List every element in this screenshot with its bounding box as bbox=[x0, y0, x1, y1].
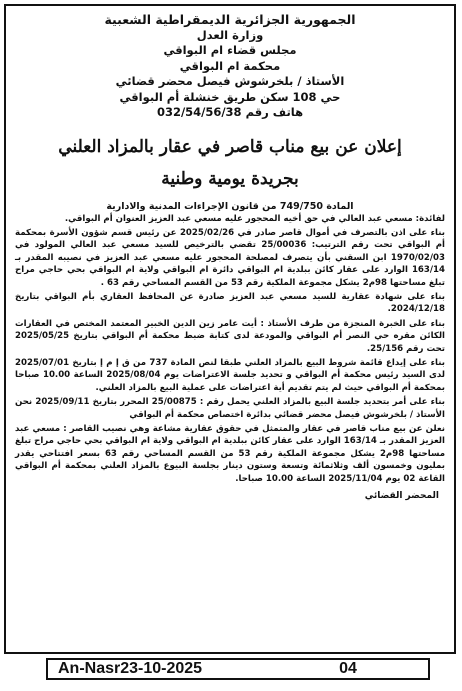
footer-date: An-Nasr23-10-2025 bbox=[58, 660, 203, 677]
paragraph-order: بناء على أمر بتحديد جلسة البيع بالمزاد العلني يحمل رقم : 25/00875 المحرر بتاريخ 2025/09/11 نحن الأستاذ / بلخرشوش فيصل محضر قضائي بدائرة اختصاص محكمة أم البواقي bbox=[15, 397, 445, 420]
legal-article: المادة 749/750 من قانون الإجراءات المدنية والادارية bbox=[106, 200, 354, 212]
newspaper-footer bbox=[46, 658, 430, 680]
republic-header: الجمهورية الجزائرية الديمقراطية الشعبية bbox=[104, 12, 356, 27]
announcement-page bbox=[4, 4, 456, 654]
paragraph-authorization: بناء على اذن بالتصرف في أموال قاصر صادر في 2025/02/26 عن رئيس قسم شؤون الأسرة بمحكمة أم البواقي تحت رقم الترتيب: 25/00036 تقضي بالترخيص للسيد مسعي عبد العالي المولود في 1970/02/03 ابن السقني بأن يتصرف لمصلحة المحجور عليه مسعي عبد العزيز في نصيبه المقدر بـ 163/14 الوارد على عقار كائن ببلدية ام البواقي دائرة ام البواقي ولاية ام البواقي بحي حاجي مراح تبلغ مساحتها 98م2 يشكل مجموعة الملكية رقم 53 من القسم المساحي رقم 63 . bbox=[15, 227, 446, 288]
phone-label: هاتف رقم bbox=[245, 105, 304, 119]
announcement-subtitle: بجريدة يومية وطنية bbox=[161, 168, 299, 189]
bailiff-signature: المحضر القضائي bbox=[364, 491, 439, 502]
paragraph-conditions: بناء على إيداع قائمة شروط البيع بالمزاد العلني طبقا لنص المادة 737 من ق إ م إ بتاريخ 2025/07/01 لدى السيد رئيس محكمة أم البواقي و تحديد جلسة الاعتراضات يوم 2025/08/04 الساعة 10.00 صباحا بمحكمة أم البواقي حيث لم يتم تقديم أية اعتراضات على عملية البيع بالمزاد العلني. bbox=[15, 357, 446, 393]
announcement-title: إعلان عن بيع مناب قاصر في عقار بالمزاد العلني bbox=[58, 136, 402, 157]
paragraph-land-certificate: بناء على شهادة عقارية للسيد مسعي عبد العزيز صادرة عن المحافظ العقاري بأم البواقي بتاريخ 2024/12/18. bbox=[15, 291, 445, 315]
bailiff-name: الأستاذ / بلخرشوش فيصل محضر قضائي bbox=[115, 74, 345, 88]
paragraph-expertise: بناء على الخبرة المنجزة من طرف الأستاذ : أيت عامر زين الدين الخبير المعتمد المختص في العقارات الكائن مقره حي النصر أم البواقي والمودعة لدى كتابة ضبط محكمة أم البواقي بتاريخ 2025/05/25 تحت رقم 25/156. bbox=[15, 318, 445, 354]
phone-line bbox=[15, 105, 445, 121]
paragraph-beneficiary: لفائدة: مسعي عبد العالي في حق أخيه المحجور عليه مسعي عبد العزيز العنوان أم البواقي. bbox=[64, 213, 445, 224]
ministry-header: وزارة العدل bbox=[196, 27, 264, 42]
paragraph-sale-notice: نعلن عن بيع مناب قاصر في عقار والمتمثل في حقوق عقارية مشاعة وهي نصيب القاصر : مسعي عبد العزيز المقدر بـ 163/14 الوارد على عقار كائن ببلدية ام البواقي ولاية ام البواقي بحي حاجي مراح تبلغ مساحتها 98م2 يشكل مجموعة الملكية رقم 53 من القسم المساحي رقم 63 بسعر افتتاحي يقدر بمليون وخمسون ألف وثلاثمائة وتسعة وستون دينار بجلسة البيوع بالمزاد العلني بمحكمة أم البواقي القاعة 02 يوم 2025/11/04 الساعة 10.00 صباحا. bbox=[15, 424, 446, 484]
council-header: مجلس قضاء ام البواقي bbox=[163, 43, 297, 57]
announcement-body bbox=[15, 213, 445, 486]
phone-number: 032/54/56/38 bbox=[156, 105, 242, 119]
court-header: محكمة ام البواقي bbox=[179, 58, 281, 73]
footer-page-number: 04 bbox=[339, 660, 357, 677]
bailiff-address: حي 108 سكن طريق خنشلة أم البواقي bbox=[119, 89, 341, 104]
